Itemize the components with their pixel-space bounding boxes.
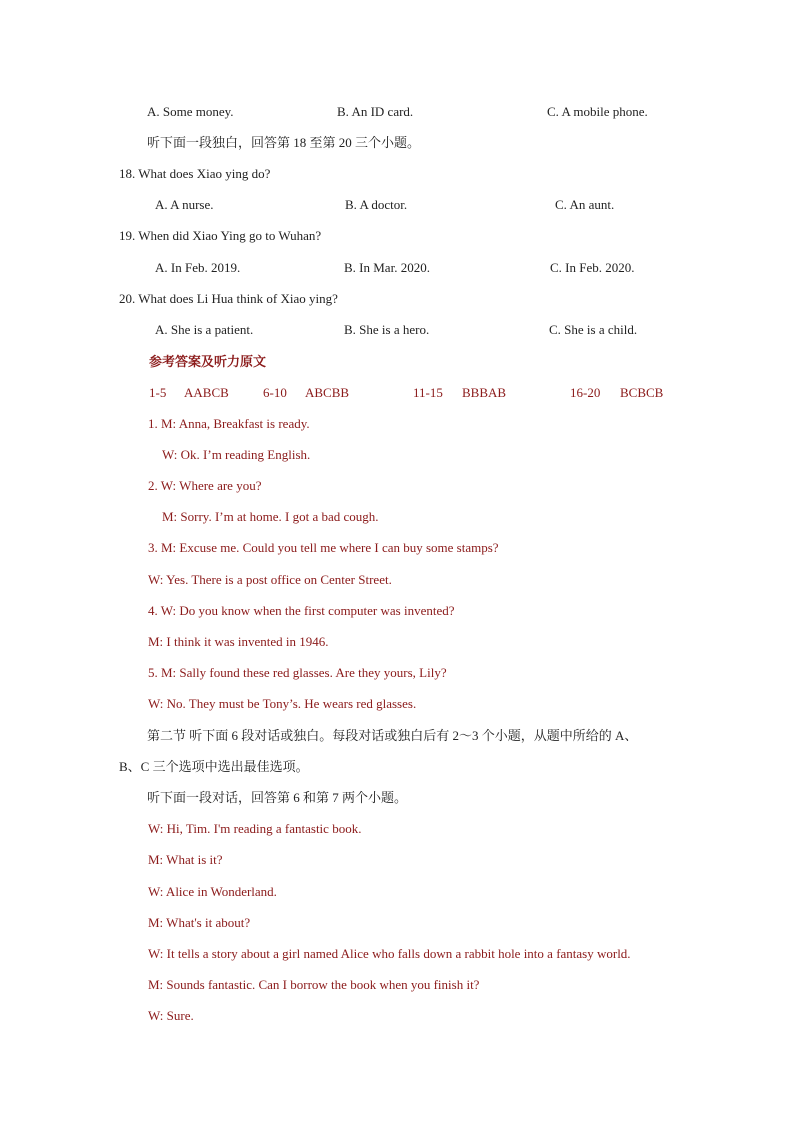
answer-group-16-20: BCBCB <box>620 385 664 400</box>
transcript-line: W: Yes. There is a post office on Center Street. <box>148 572 392 587</box>
dialogue-line: W: Sure. <box>148 1008 194 1023</box>
transcript-line: 1. M: Anna, Breakfast is ready. <box>148 416 310 431</box>
transcript-line: W: No. They must be Tony’s. He wears red glasses. <box>148 696 417 711</box>
answer-group-1-5: AABCB <box>184 385 229 400</box>
section2-intro-line1: 第二节 听下面 6 段对话或独白。每段对话或独白后有 2～3 个小题，从题中所给的 A、 <box>147 728 638 743</box>
instruction-18-20: 听下面一段独白，回答第 18 至第 20 三个小题。 <box>147 135 421 150</box>
transcript-line: 5. M: Sally found these red glasses. Are they yours, Lily? <box>148 665 447 680</box>
answer-range-6-10: 6-10 <box>263 385 287 400</box>
answer-range-16-20: 16-20 <box>570 385 601 400</box>
q18-option-b: B. A doctor. <box>345 197 408 212</box>
q18-question: 18. What does Xiao ying do? <box>119 166 271 181</box>
q19-option-c: C. In Feb. 2020. <box>550 260 635 275</box>
dialogue-line: W: It tells a story about a girl named Alice who falls down a rabbit hole into a fantasy world. <box>148 946 631 961</box>
transcript-line: 2. W: Where are you? <box>148 478 262 493</box>
dialogue-line: M: Sounds fantastic. Can I borrow the book when you finish it? <box>148 977 480 992</box>
answer-range-1-5: 1-5 <box>149 385 167 400</box>
q20-question: 20. What does Li Hua think of Xiao ying? <box>119 291 338 306</box>
q20-option-c: C. She is a child. <box>549 322 638 337</box>
answer-group-11-15: BBBAB <box>462 385 507 400</box>
dialogue-line: M: What is it? <box>148 852 223 867</box>
dialogue-line: W: Hi, Tim. I'm reading a fantastic book. <box>148 821 362 836</box>
q17-option-b: B. An ID card. <box>337 104 414 119</box>
dialogue-line: W: Alice in Wonderland. <box>148 884 277 899</box>
q19-option-b: B. In Mar. 2020. <box>344 260 430 275</box>
section2-intro-line2: B、C 三个选项中选出最佳选项。 <box>119 759 309 774</box>
answer-heading: 参考答案及听力原文 <box>149 354 267 369</box>
q18-option-c: C. An aunt. <box>555 197 615 212</box>
answer-range-11-15: 11-15 <box>413 385 443 400</box>
q18-option-a: A. A nurse. <box>155 197 214 212</box>
transcript-line: W: Ok. I’m reading English. <box>162 447 311 462</box>
q17-option-c: C. A mobile phone. <box>547 104 648 119</box>
section2-instruction: 听下面一段对话，回答第 6 和第 7 两个小题。 <box>147 790 408 805</box>
q20-option-a: A. She is a patient. <box>155 322 254 337</box>
q19-option-a: A. In Feb. 2019. <box>155 260 241 275</box>
answer-group-6-10: ABCBB <box>305 385 350 400</box>
transcript-line: M: I think it was invented in 1946. <box>148 634 329 649</box>
transcript-line: 3. M: Excuse me. Could you tell me where I can buy some stamps? <box>148 540 499 555</box>
transcript-line: 4. W: Do you know when the first computer was invented? <box>148 603 455 618</box>
q19-question: 19. When did Xiao Ying go to Wuhan? <box>119 228 322 243</box>
q20-option-b: B. She is a hero. <box>344 322 430 337</box>
dialogue-line: M: What's it about? <box>148 915 251 930</box>
transcript-line: M: Sorry. I’m at home. I got a bad cough. <box>162 509 379 524</box>
q17-option-a: A. Some money. <box>147 104 234 119</box>
